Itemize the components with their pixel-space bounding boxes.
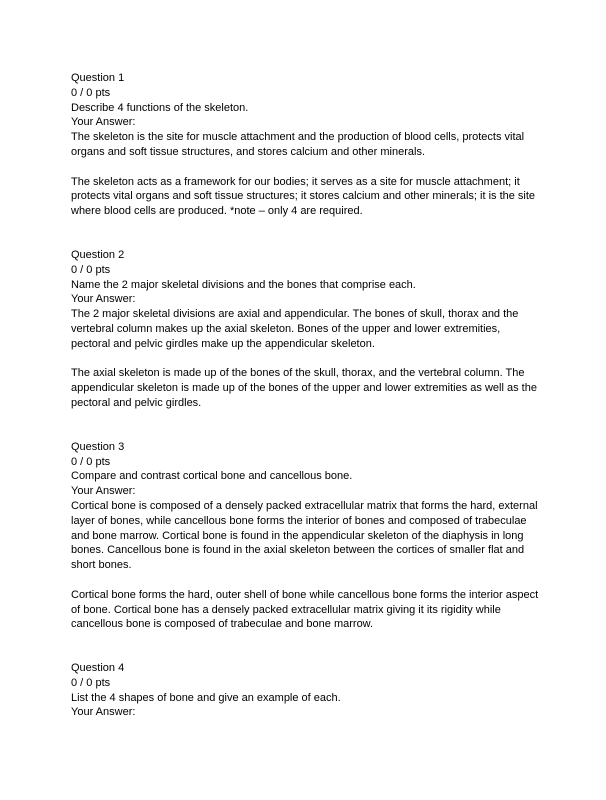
question-points: 0 / 0 pts xyxy=(71,455,111,468)
question-block-4 xyxy=(71,661,541,720)
student-answer: Cortical bone is composed of a densely packed extracellular matrix that forms the hard, external layer of bones, while cancellous bone forms the interior of bones and composed of trabeculae and bone marrow. Cortical bone is found in the appendicular skeleton of the diaphysis in long bones. Cancellous bone is found in the axial skeleton between the cortices of smaller flat and short bones. xyxy=(71,499,538,572)
question-prompt: Compare and contrast cortical bone and cancellous bone. xyxy=(71,470,353,483)
question-prompt: Name the 2 major skeletal divisions and the bones that comprise each. xyxy=(71,278,416,291)
reference-answer: Cortical bone forms the hard, outer shell of bone while cancellous bone forms the interior aspect of bone. Cortical bone has a densely packed extracellular matrix giving it its rigidity while cancellous bone is composed of trabeculae and bone marrow. xyxy=(71,588,539,631)
question-block-1 xyxy=(71,71,541,219)
answer-label: Your Answer: xyxy=(71,293,136,306)
answer-label: Your Answer: xyxy=(71,706,136,719)
question-points: 0 / 0 pts xyxy=(71,676,111,689)
reference-answer: The skeleton acts as a framework for our bodies; it serves as a site for muscle attachment; it protects vital organs and soft tissue structures; it stores calcium and other minerals; it is the site where blood cells are produced. *note – only 4 are required. xyxy=(71,175,536,218)
question-prompt: List the 4 shapes of bone and give an example of each. xyxy=(71,691,341,704)
question-block-2 xyxy=(71,248,541,411)
student-answer: The skeleton is the site for muscle attachment and the production of blood cells, protects vital organs and soft tissue structures, and stores calcium and other minerals. xyxy=(71,131,525,158)
document-page xyxy=(71,71,541,720)
question-block-3 xyxy=(71,440,541,632)
student-answer: The 2 major skeletal divisions are axial and appendicular. The bones of skull, thorax and the vertebral column makes up the axial skeleton. Bones of the upper and lower extremities, pectoral and pelvic girdles make up the appendicular skeleton. xyxy=(71,308,519,350)
question-header: Question 3 xyxy=(71,440,125,453)
question-prompt: Describe 4 functions of the skeleton. xyxy=(71,101,249,114)
answer-label: Your Answer: xyxy=(71,116,136,129)
question-header: Question 2 xyxy=(71,248,125,261)
question-points: 0 / 0 pts xyxy=(71,86,111,99)
reference-answer: The axial skeleton is made up of the bones of the skull, thorax, and the vertebral column. The appendicular skeleton is made up of the bones of the upper and lower extremities as well as the pectoral and pelvic girdles. xyxy=(71,367,537,409)
question-points: 0 / 0 pts xyxy=(71,263,111,276)
answer-label: Your Answer: xyxy=(71,485,136,498)
question-header: Question 4 xyxy=(71,662,125,675)
question-header: Question 1 xyxy=(71,72,125,84)
